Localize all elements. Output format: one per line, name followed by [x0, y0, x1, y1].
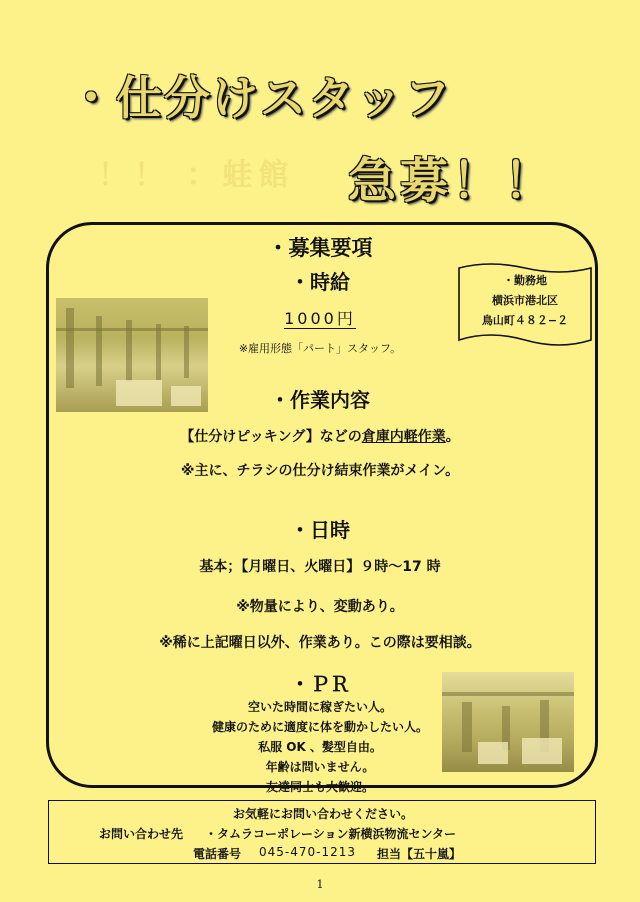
- pr-heading: ・ＰＲ: [290, 672, 350, 696]
- work-location-flag: [455, 262, 595, 348]
- workers-photo: [442, 672, 574, 772]
- phone-label: 電話番号: [193, 847, 242, 861]
- page-subtitle-urgent: 急募！！: [348, 153, 557, 209]
- location-label: ・勤務地: [503, 274, 547, 287]
- pr-line: 空いた時間に稼ぎたい人。: [247, 700, 392, 714]
- pr-line: 私服 OK 、髪型自由。: [258, 740, 382, 754]
- contact-box: [48, 800, 596, 864]
- contact-company: ・タムラコーポレーション新横浜物流センター: [205, 827, 457, 841]
- pr-line: 友達同士も大歓迎。: [265, 780, 374, 794]
- pr-line: 健康のために適度に体を動かしたい人。: [211, 720, 428, 734]
- location-address: 鳥山町４８２−２: [481, 314, 569, 327]
- schedule-heading: ・日時: [290, 518, 350, 542]
- page-title: ・仕分けスタッフ: [68, 71, 452, 125]
- phone-number[interactable]: 045-470-1213: [259, 845, 357, 859]
- schedule-line3: ※稀に上記曜日以外、作業あり。この際は要相談。: [159, 635, 481, 651]
- light-work-underlined: 倉庫内軽作業: [361, 429, 446, 445]
- ghost-background-text: ！！ ：蛙館: [98, 158, 295, 193]
- page-number: 1: [316, 878, 324, 891]
- work-content-heading: ・作業内容: [270, 388, 370, 412]
- schedule-line1: 基本；【月曜日、火曜日】９時〜17 時: [199, 559, 441, 575]
- contact-invite: お気軽にお問い合わせください。: [232, 807, 413, 821]
- work-content-line1: 【仕分けピッキング】などの倉庫内軽作業。: [180, 429, 460, 445]
- contact-person: 担当【五十嵐】: [377, 847, 462, 861]
- pr-line: 年齢は問いません。: [265, 760, 375, 774]
- recruitment-heading: ・募集要項: [267, 236, 373, 260]
- contact-label: お問い合わせ先: [99, 827, 184, 841]
- schedule-line2: ※物量により、変動あり。: [236, 599, 404, 615]
- work-content-line2: ※主に、チラシの仕分け結束作業がメイン。: [180, 463, 460, 479]
- wage-heading: ・時給: [290, 270, 350, 294]
- location-city: 横浜市港北区: [492, 294, 558, 307]
- wage-amount: 1000円: [284, 309, 356, 328]
- employment-note: ※雇用形態「パート」スタッフ。: [238, 342, 402, 355]
